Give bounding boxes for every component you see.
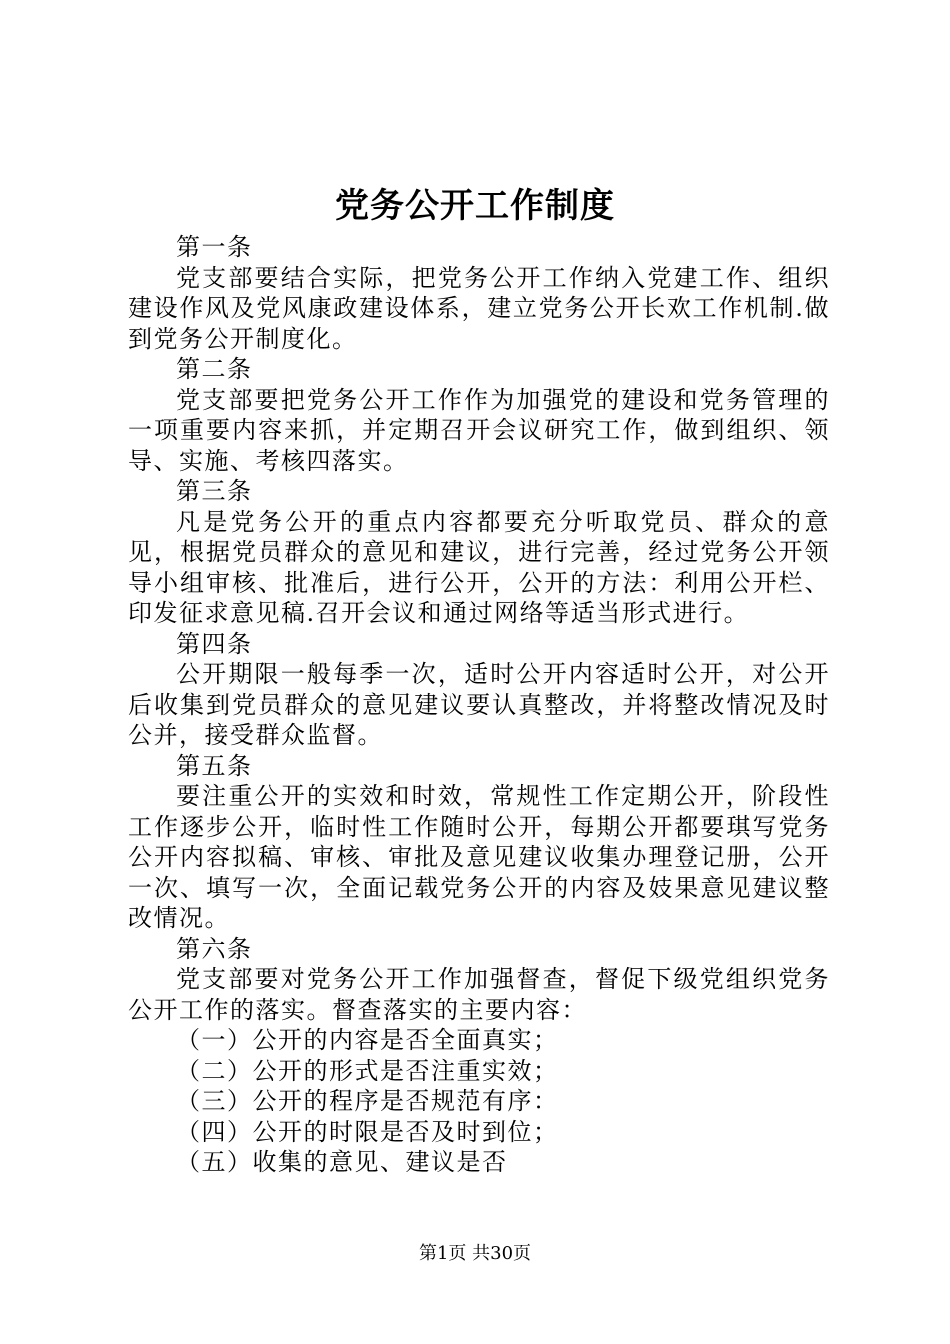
- article-text: 凡是党务公开的重点内容都要充分听取党员、群众的意见，根据党员群众的意见和建议，进行完善，经过党务公开领导小组审核、批准后，进行公开，公开的方法：利用公开栏、印发征求意见稿.召开会议和通过网络等适当形式进行。: [128, 507, 830, 627]
- article-text: 公开期限一般每季一次，适时公开内容适时公开，对公开后收集到党员群众的意见建议要认真整改，并将整改情况及时公并，接受群众监督。: [128, 660, 830, 749]
- article-heading: 第二条: [176, 355, 253, 383]
- article-text: 党支部要把党务公开工作作为加强党的建设和党务管理的一项重要内容来抓，并定期召开会议研究工作，做到组织、领导、实施、考核四落实。: [128, 385, 830, 475]
- list-item: （三）公开的程序是否规范有序：: [176, 1087, 559, 1115]
- list-item: （一）公开的内容是否全面真实；: [176, 1026, 559, 1054]
- document-title: 党务公开工作制度: [335, 186, 615, 226]
- article-heading: 第一条: [176, 233, 253, 261]
- article-text: 党支部要对党务公开工作加强督查，督促下级党组织党务公开工作的落实。督查落实的主要内容：: [128, 965, 830, 1024]
- list-item: （四）公开的时限是否及时到位；: [176, 1117, 559, 1146]
- article-heading: 第四条: [176, 629, 253, 658]
- document-body: [128, 232, 830, 1178]
- list-item: （二）公开的形式是否注重实效；: [176, 1056, 559, 1085]
- article-heading: 第三条: [176, 477, 253, 505]
- article-text: 要注重公开的实效和时效，常规性工作定期公开，阶段性工作逐步公开，临时性工作随时公开，每期公开都要琪写党务公开内容拟稿、审核、审批及意见建议收集办理登记册，公开一次、填写一次，全面记载党务公开的内容及妓果意见建议整改情况。: [128, 782, 830, 932]
- list-item: （五）收集的意见、建议是否: [176, 1148, 508, 1176]
- article-heading: 第六条: [176, 934, 253, 963]
- article-heading: 第五条: [176, 751, 253, 780]
- page-number: 第1页 共30页: [418, 1243, 532, 1264]
- article-text: 党支部要结合实际，把党务公开工作纳入党建工作、组织建设作风及党风康政建设体系，建立党务公开长欢工作机制.做到党务公开制度化。: [128, 263, 830, 353]
